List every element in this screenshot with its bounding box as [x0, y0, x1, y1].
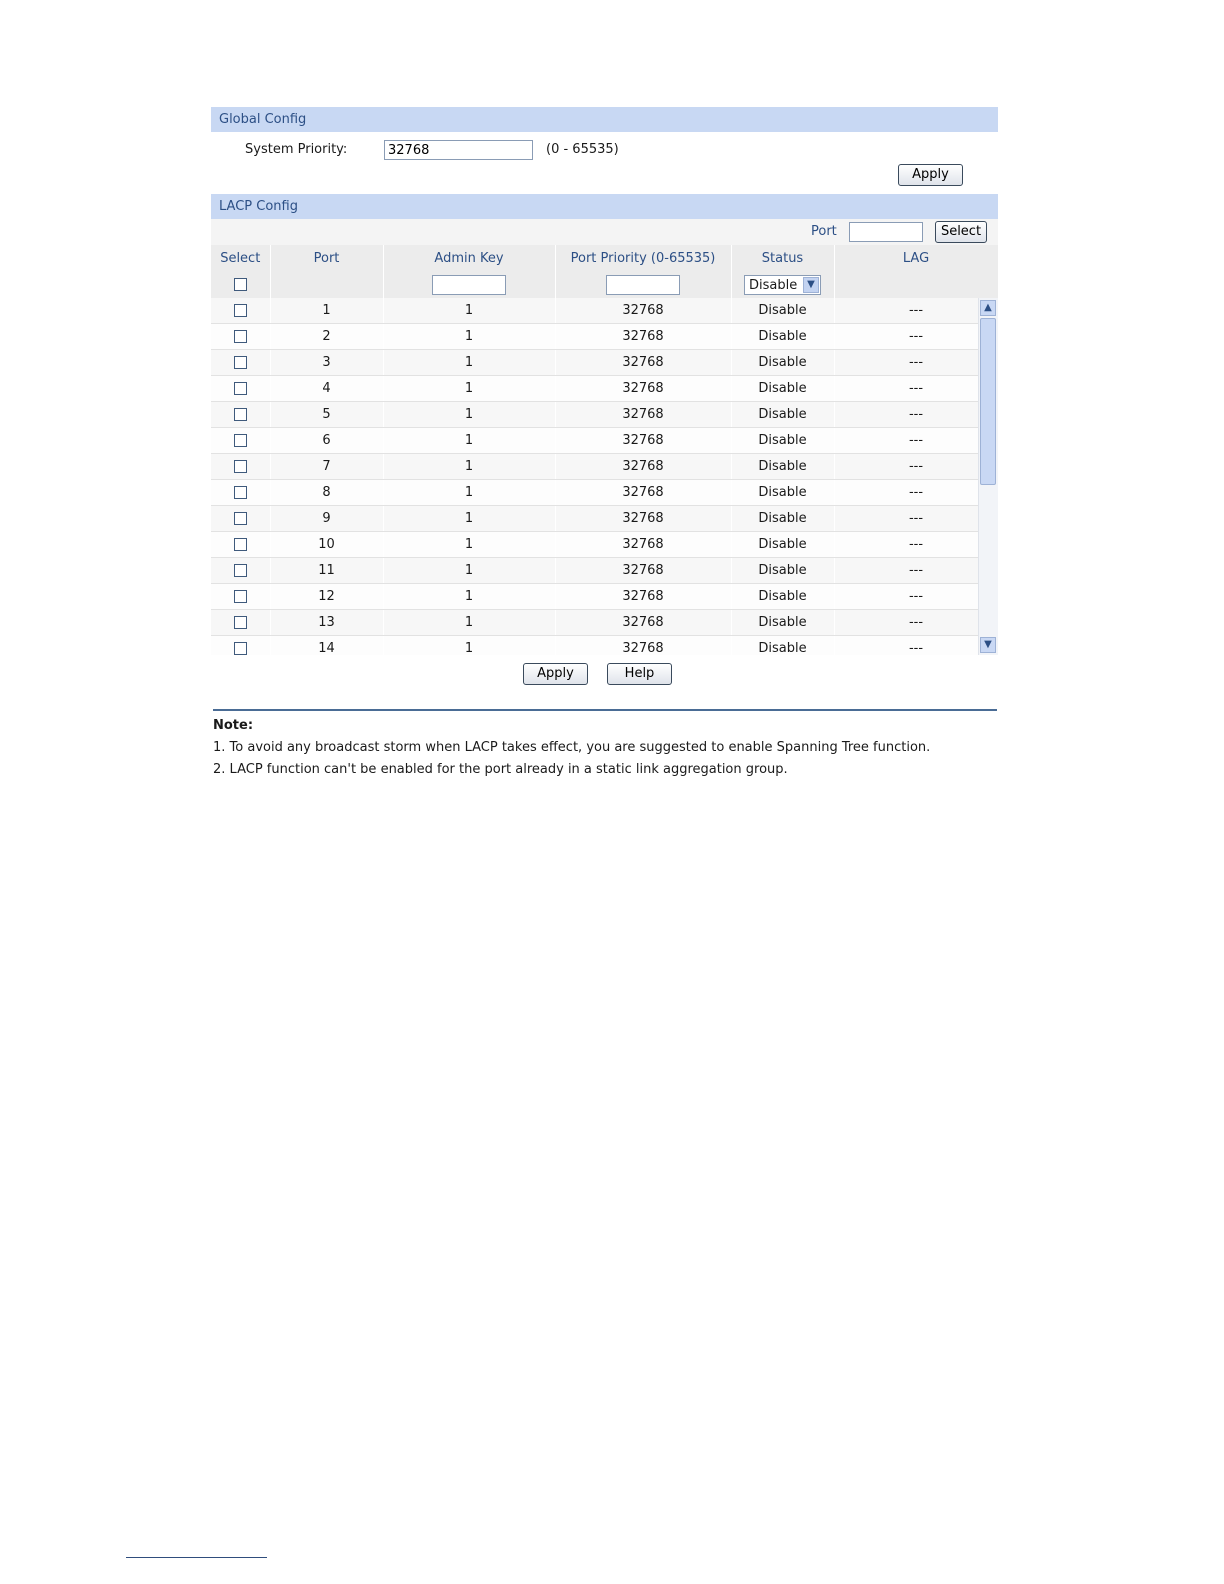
col-header-port-priority: Port Priority (0-65535): [555, 245, 731, 271]
row-lag: ---: [834, 376, 998, 402]
row-port: 12: [270, 584, 383, 610]
bulk-port-cell: [270, 271, 383, 298]
table-row: [211, 350, 998, 376]
row-port: 11: [270, 558, 383, 584]
row-lag: ---: [834, 350, 998, 376]
row-status: Disable: [731, 480, 834, 506]
table-row: [211, 324, 998, 350]
row-select-cell: [211, 428, 270, 454]
row-checkbox[interactable]: [234, 512, 247, 525]
row-lag: ---: [834, 532, 998, 558]
row-admin-key: 1: [383, 350, 555, 376]
row-admin-key: 1: [383, 584, 555, 610]
port-rows-table: [211, 298, 998, 655]
row-checkbox[interactable]: [234, 538, 247, 551]
row-status: Disable: [731, 558, 834, 584]
chevron-down-icon[interactable]: ▼: [803, 277, 819, 293]
table-row: [211, 610, 998, 636]
row-status: Disable: [731, 584, 834, 610]
row-select-cell: [211, 454, 270, 480]
lacp-apply-button[interactable]: Apply: [523, 663, 588, 685]
system-priority-label: System Priority:: [245, 142, 348, 157]
row-select-cell: [211, 324, 270, 350]
row-lag: ---: [834, 480, 998, 506]
row-port-priority: 32768: [555, 584, 731, 610]
col-header-admin-key: Admin Key: [383, 245, 555, 271]
row-admin-key: 1: [383, 610, 555, 636]
port-filter-bar: [211, 219, 998, 245]
row-port-priority: 32768: [555, 402, 731, 428]
row-admin-key: 1: [383, 324, 555, 350]
table-row: [211, 376, 998, 402]
row-port: 8: [270, 480, 383, 506]
global-apply-button[interactable]: Apply: [898, 164, 963, 186]
col-header-select: Select: [211, 245, 270, 271]
row-status: Disable: [731, 636, 834, 656]
row-status: Disable: [731, 454, 834, 480]
port-select-button[interactable]: Select: [935, 221, 987, 243]
table-row: [211, 428, 998, 454]
row-status: Disable: [731, 324, 834, 350]
row-status: Disable: [731, 350, 834, 376]
row-select-cell: [211, 376, 270, 402]
note-section: [213, 709, 997, 777]
row-status: Disable: [731, 506, 834, 532]
lacp-config-header: LACP Config: [211, 194, 998, 219]
bulk-select-cell: [211, 271, 270, 298]
row-port: 9: [270, 506, 383, 532]
system-priority-input[interactable]: [384, 140, 533, 160]
row-lag: ---: [834, 402, 998, 428]
bulk-admin-key-input[interactable]: [432, 275, 506, 295]
row-select-cell: [211, 558, 270, 584]
column-header-row: [211, 245, 998, 271]
row-status: Disable: [731, 610, 834, 636]
row-port-priority: 32768: [555, 376, 731, 402]
bulk-priority-input[interactable]: [606, 275, 680, 295]
bulk-status-select[interactable]: [744, 275, 821, 295]
row-lag: ---: [834, 610, 998, 636]
bulk-status-value: Disable: [749, 277, 798, 293]
row-admin-key: 1: [383, 298, 555, 324]
row-status: Disable: [731, 402, 834, 428]
row-lag: ---: [834, 506, 998, 532]
note-line-1: 1. To avoid any broadcast storm when LACP takes effect, you are suggested to enable Spanning Tree function.: [213, 740, 931, 755]
row-checkbox[interactable]: [234, 408, 247, 421]
row-checkbox[interactable]: [234, 460, 247, 473]
row-admin-key: 1: [383, 428, 555, 454]
row-select-cell: [211, 610, 270, 636]
row-port-priority: 32768: [555, 532, 731, 558]
row-lag: ---: [834, 584, 998, 610]
port-list-scroll-area[interactable]: [211, 298, 998, 655]
row-port: 6: [270, 428, 383, 454]
table-row: [211, 506, 998, 532]
row-port-priority: 32768: [555, 428, 731, 454]
lacp-config-panel: [211, 194, 998, 693]
row-checkbox[interactable]: [234, 434, 247, 447]
table-row: [211, 454, 998, 480]
row-select-cell: [211, 350, 270, 376]
system-priority-range: (0 - 65535): [546, 142, 619, 157]
bulk-lag-cell: [834, 271, 998, 298]
bulk-edit-row: [211, 271, 998, 298]
row-checkbox[interactable]: [234, 356, 247, 369]
row-port-priority: 32768: [555, 558, 731, 584]
row-checkbox[interactable]: [234, 486, 247, 499]
row-port: 5: [270, 402, 383, 428]
row-admin-key: 1: [383, 454, 555, 480]
row-select-cell: [211, 532, 270, 558]
bulk-admin-key-cell: [383, 271, 555, 298]
global-config-panel: [211, 107, 998, 194]
table-row: [211, 532, 998, 558]
table-row: [211, 584, 998, 610]
row-port: 7: [270, 454, 383, 480]
bulk-priority-cell: [555, 271, 731, 298]
row-port: 13: [270, 610, 383, 636]
col-header-status: Status: [731, 245, 834, 271]
scroll-down-icon[interactable]: ▼: [980, 637, 996, 653]
row-port: 1: [270, 298, 383, 324]
row-checkbox[interactable]: [234, 642, 247, 655]
row-status: Disable: [731, 428, 834, 454]
global-config-body: [211, 132, 998, 194]
row-checkbox[interactable]: [234, 330, 247, 343]
table-row: [211, 636, 998, 656]
port-filter-label: Port: [811, 224, 837, 239]
row-select-cell: [211, 584, 270, 610]
global-config-header: Global Config: [211, 107, 998, 132]
row-checkbox[interactable]: [234, 304, 247, 317]
row-select-cell: [211, 402, 270, 428]
lacp-action-bar: [211, 655, 998, 693]
row-select-cell: [211, 298, 270, 324]
scrollbar-thumb[interactable]: [980, 318, 996, 485]
table-row: [211, 558, 998, 584]
port-filter-input[interactable]: [849, 222, 923, 242]
row-lag: ---: [834, 636, 998, 656]
row-lag: ---: [834, 558, 998, 584]
select-all-checkbox[interactable]: [234, 278, 247, 291]
lacp-header-table: [211, 245, 999, 298]
row-lag: ---: [834, 428, 998, 454]
row-admin-key: 1: [383, 636, 555, 656]
row-checkbox[interactable]: [234, 564, 247, 577]
row-port-priority: 32768: [555, 324, 731, 350]
col-header-port: Port: [270, 245, 383, 271]
row-status: Disable: [731, 298, 834, 324]
row-port-priority: 32768: [555, 506, 731, 532]
row-select-cell: [211, 480, 270, 506]
row-port-priority: 32768: [555, 298, 731, 324]
row-port: 2: [270, 324, 383, 350]
row-status: Disable: [731, 532, 834, 558]
row-port: 10: [270, 532, 383, 558]
table-row: [211, 402, 998, 428]
vertical-scrollbar[interactable]: [978, 298, 998, 655]
row-checkbox[interactable]: [234, 382, 247, 395]
lacp-help-button[interactable]: Help: [607, 663, 672, 685]
row-port-priority: 32768: [555, 480, 731, 506]
row-admin-key: 1: [383, 506, 555, 532]
row-admin-key: 1: [383, 532, 555, 558]
row-status: Disable: [731, 376, 834, 402]
scroll-up-icon[interactable]: ▲: [980, 300, 996, 316]
row-lag: ---: [834, 298, 998, 324]
row-select-cell: [211, 506, 270, 532]
row-port: 14: [270, 636, 383, 656]
row-port-priority: 32768: [555, 610, 731, 636]
table-row: [211, 480, 998, 506]
row-checkbox[interactable]: [234, 590, 247, 603]
bulk-status-cell: [731, 271, 834, 298]
row-select-cell: [211, 636, 270, 656]
row-port-priority: 32768: [555, 636, 731, 656]
row-admin-key: 1: [383, 558, 555, 584]
row-port-priority: 32768: [555, 350, 731, 376]
col-header-lag: LAG: [834, 245, 998, 271]
row-lag: ---: [834, 324, 998, 350]
row-lag: ---: [834, 454, 998, 480]
row-admin-key: 1: [383, 402, 555, 428]
table-row: [211, 298, 998, 324]
row-port-priority: 32768: [555, 454, 731, 480]
row-port: 4: [270, 376, 383, 402]
row-port: 3: [270, 350, 383, 376]
row-admin-key: 1: [383, 376, 555, 402]
row-checkbox[interactable]: [234, 616, 247, 629]
footer-divider: [126, 1557, 267, 1558]
note-title: Note:: [213, 718, 254, 733]
note-line-2: 2. LACP function can't be enabled for the port already in a static link aggregation group.: [213, 762, 788, 777]
row-admin-key: 1: [383, 480, 555, 506]
